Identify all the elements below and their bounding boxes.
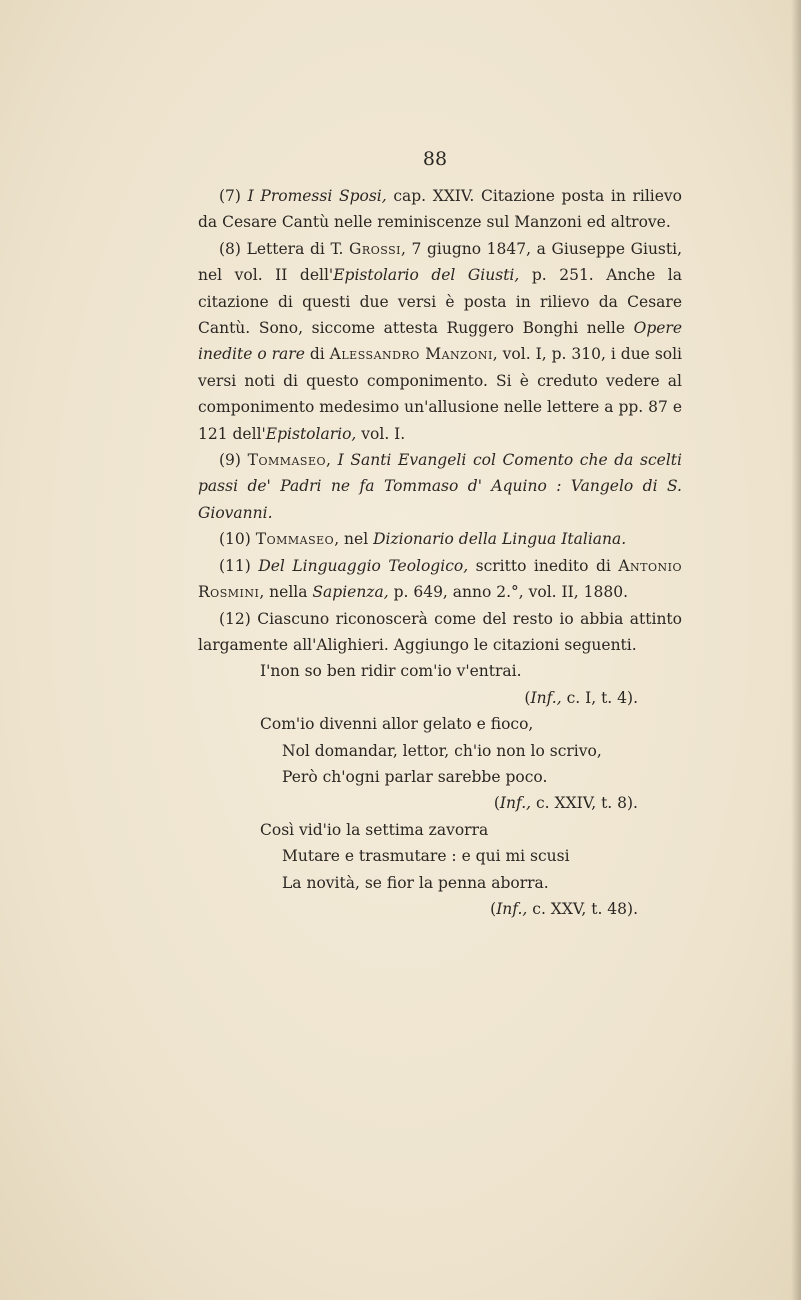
work-title: Del Linguaggio Teologico, (258, 556, 469, 575)
work-title: Epistolario, (265, 424, 357, 443)
citation-ref: c. I, t. 4). (561, 688, 638, 707)
verse-citation (198, 896, 682, 922)
note-number: (12) (219, 609, 251, 628)
verse-line: I'non so ben ridir com'io v'entrai. (260, 662, 522, 681)
note-text: vol. I. (356, 424, 406, 443)
note-number: (10) (219, 530, 251, 549)
citation-paren: ( (493, 794, 500, 813)
note-text: , nella (259, 583, 313, 602)
verse-line: Nol domandar, lettor, ch'io non lo scrivo, (282, 741, 602, 760)
note-8 (198, 236, 682, 447)
note-text: , 7 giugno 1847, a Giuseppe Giusti, nel vol. II dell' (198, 239, 682, 285)
verse-line: Mutare e trasmutare : e qui mi scusi (282, 847, 570, 866)
citation-paren: ( (490, 899, 497, 918)
work-title: I Promessi Sposi, (247, 187, 387, 205)
author-name: Antonio Rosmini (198, 556, 683, 602)
work-title: Opere inedite o rare (198, 319, 682, 364)
note-text: di (304, 345, 330, 364)
citation-paren: ( (524, 688, 531, 707)
note-text: p. 649, anno 2.°, vol. II, 1880. (388, 583, 629, 602)
note-number: (8) (219, 239, 241, 258)
verse-citation (198, 685, 682, 711)
note-11 (198, 553, 682, 606)
note-9 (198, 447, 682, 526)
work-title: Dizionario della Lingua Italiana. (373, 530, 627, 549)
author-name: Alessandro Manzoni (329, 345, 493, 364)
note-7 (198, 183, 682, 236)
work-title: Epistolario del Giusti, (333, 266, 520, 285)
author-name: Grossi (349, 239, 401, 258)
verse-line: Però ch'ogni parlar sarebbe poco. (282, 767, 548, 786)
note-text: p. 251. Anche la citazione di questi due versi è posta in rilievo da Cesare Cantù. Sono, siccome attesta Ruggero Bonghi nelle (198, 266, 683, 338)
note-text: Ciascuno riconoscerà come del resto io abbia attinto largamente all'Alighieri. Aggiungo le citazioni seguenti. (198, 609, 682, 654)
footnotes-body (198, 183, 682, 922)
author-name: Tommaseo (247, 451, 327, 470)
note-text: scritto inedito di (468, 556, 619, 575)
citation-ref: c. XXIV, t. 8). (531, 794, 638, 813)
work-title: I Santi Evangeli col Comento che da scelti passi de' Padri ne fa Tommaso d' Aquino : Vangelo di S. Giovanni. (198, 451, 682, 522)
verse-line: La novità, se fior la penna aborra. (282, 873, 549, 892)
note-text: , (326, 451, 338, 470)
note-text: , nel (334, 530, 374, 549)
note-12 (198, 606, 682, 659)
note-text: , vol. I, p. 310, i due soli versi noti di questo componimento. Si è creduto vedere al componimento medesimo un'allusione nelle lettere a pp. 87 e 121 dell' (198, 345, 683, 443)
note-number: (9) (219, 451, 241, 470)
citation-ref: c. XXV, t. 48). (527, 899, 638, 918)
note-number: (7) (219, 187, 241, 205)
citation-work: Inf., (530, 688, 562, 707)
verse-line: Così vid'io la settima zavorra (260, 820, 489, 839)
citation-work: Inf., (496, 899, 528, 918)
note-text: cap. XXIV. Citazione posta in rilievo da Cesare Cantù nelle reminiscenze sul Manzoni ed altrove. (198, 187, 682, 232)
note-text: Lettera di T. (240, 239, 350, 258)
verse-citation (198, 790, 682, 816)
page-number: 88 (422, 148, 448, 170)
page-edge-shadow (791, 0, 801, 1300)
work-title: Sapienza, (312, 583, 389, 602)
citation-work: Inf., (499, 794, 532, 813)
author-name: Tommaseo (255, 530, 335, 549)
verse-line: Com'io divenni allor gelato e fioco, (260, 715, 534, 734)
note-number: (11) (219, 556, 251, 575)
note-10 (198, 526, 682, 552)
